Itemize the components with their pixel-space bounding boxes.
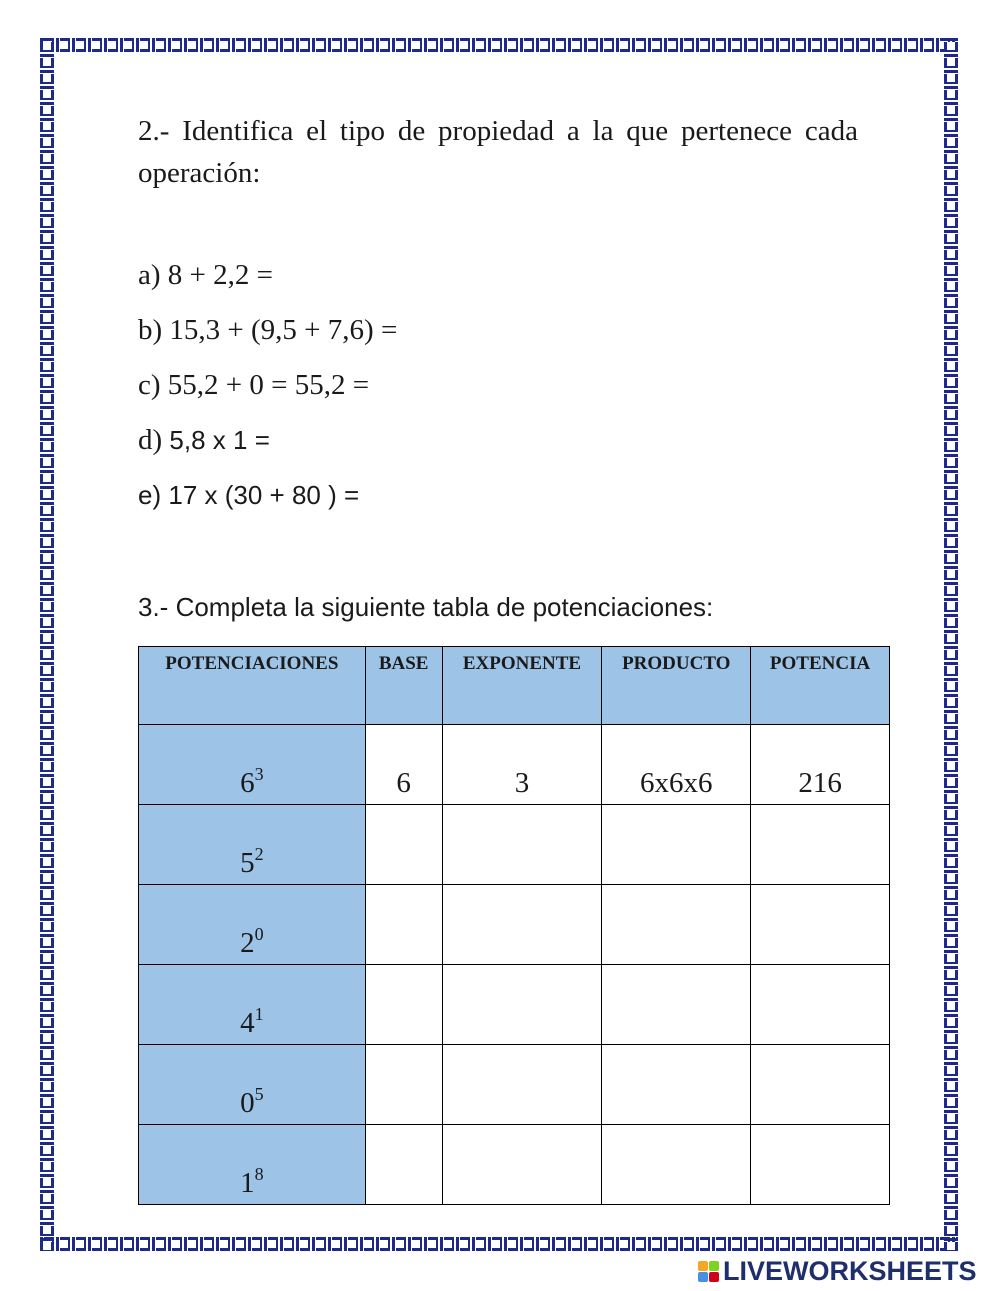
exponent-cell[interactable]: 3 xyxy=(442,725,602,805)
exponent-cell[interactable] xyxy=(442,965,602,1045)
table-row xyxy=(139,805,890,885)
exponent-cell[interactable] xyxy=(442,1125,602,1205)
question-2-title: 2.- Identifica el tipo de propiedad a la que pertenece cada operación: xyxy=(138,115,858,189)
table-row xyxy=(139,1045,890,1125)
power-result-cell[interactable] xyxy=(751,885,890,965)
base-cell[interactable] xyxy=(365,805,442,885)
question-2-section xyxy=(138,110,858,523)
product-cell[interactable] xyxy=(602,805,751,885)
header-potencia: POTENCIA xyxy=(751,647,890,725)
page-border-left xyxy=(40,38,54,1251)
powers-table xyxy=(138,646,890,1205)
power-cell: $6^3$ xyxy=(139,725,366,805)
base-cell[interactable] xyxy=(365,1125,442,1205)
product-cell[interactable] xyxy=(602,965,751,1045)
power-cell: $2^0$ xyxy=(139,885,366,965)
page-border-right xyxy=(944,38,958,1251)
header-potenciaciones: POTENCIACIONES xyxy=(139,647,366,725)
power-result-cell[interactable]: 216 xyxy=(751,725,890,805)
power-result-cell[interactable] xyxy=(751,965,890,1045)
liveworksheets-logo-text: LIVEWORKSHEETS xyxy=(723,1256,977,1286)
logo-square-icon xyxy=(698,1261,708,1271)
table-row xyxy=(139,965,890,1045)
page-border-top xyxy=(40,38,958,52)
base-cell[interactable] xyxy=(365,965,442,1045)
table-row xyxy=(139,885,890,965)
operation-e: e) 17 x (30 + 80 ) = xyxy=(138,480,360,510)
power-result-cell[interactable] xyxy=(751,1125,890,1205)
power-cell: $5^2$ xyxy=(139,805,366,885)
table-row xyxy=(139,1125,890,1205)
logo-square-icon xyxy=(709,1261,719,1271)
logo-square-icon xyxy=(709,1272,719,1282)
operation-b: b) 15,3 + (9,5 + 7,6) = xyxy=(138,314,398,346)
table-header-row xyxy=(139,647,890,725)
question-3-title: 3.- Completa la siguiente tabla de potenciaciones: xyxy=(138,592,714,622)
header-base: BASE xyxy=(365,647,442,725)
product-cell[interactable] xyxy=(602,1125,751,1205)
header-producto: PRODUCTO xyxy=(602,647,751,725)
power-cell: $4^1$ xyxy=(139,965,366,1045)
logo-square-icon xyxy=(698,1272,708,1282)
base-cell[interactable] xyxy=(365,1045,442,1125)
operation-c: c) 55,2 + 0 = 55,2 = xyxy=(138,369,370,401)
operations-list xyxy=(138,248,858,523)
base-cell[interactable] xyxy=(365,885,442,965)
product-cell[interactable] xyxy=(602,1045,751,1125)
exponent-cell[interactable] xyxy=(442,885,602,965)
liveworksheets-logo-icon xyxy=(698,1261,719,1282)
power-result-cell[interactable] xyxy=(751,805,890,885)
page-border-bottom xyxy=(40,1237,958,1251)
power-cell: $0^5$ xyxy=(139,1045,366,1125)
power-result-cell[interactable] xyxy=(751,1045,890,1125)
power-cell: $1^8$ xyxy=(139,1125,366,1205)
exponent-cell[interactable] xyxy=(442,805,602,885)
liveworksheets-logo xyxy=(698,1256,977,1287)
exponent-cell[interactable] xyxy=(442,1045,602,1125)
operation-d: d) 5,8 x 1 = xyxy=(138,424,270,456)
header-exponente: EXPONENTE xyxy=(442,647,602,725)
table-row xyxy=(139,725,890,805)
product-cell[interactable]: 6x6x6 xyxy=(602,725,751,805)
product-cell[interactable] xyxy=(602,885,751,965)
base-cell[interactable]: 6 xyxy=(365,725,442,805)
operation-a: a) 8 + 2,2 = xyxy=(138,259,273,291)
